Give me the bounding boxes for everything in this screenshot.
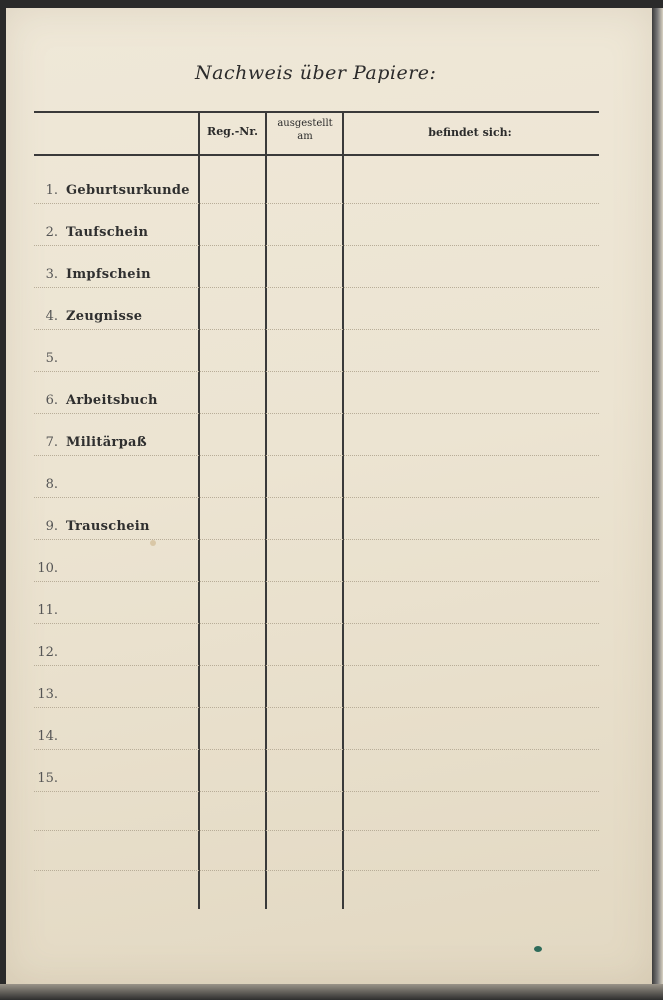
row-dotted-line [34,749,599,750]
table-row [28,477,66,497]
row-number: 3. [45,267,58,282]
row-number: 2. [45,225,58,240]
row-number: 15. [37,771,58,786]
table-row [28,645,66,665]
row-dotted-line [34,581,599,582]
blank-line [34,870,599,871]
table-row [28,561,66,581]
table-row [28,267,151,287]
table-row [28,771,66,791]
header-bottom-rule [34,154,599,156]
column-header-reg-nr: Reg.-Nr. [207,125,258,138]
row-number: 10. [37,561,58,576]
row-dotted-line [34,539,599,540]
page-edge-right [652,8,663,993]
row-label: Taufschein [66,225,149,240]
row-dotted-line [34,371,599,372]
row-number: 14. [37,729,58,744]
page-title: Nachweis über Papiere: [195,62,437,84]
table-row [28,393,158,413]
table-row [28,519,150,539]
paper-stain [150,540,156,546]
column-divider-2 [265,111,267,909]
table-row [28,687,66,707]
row-number: 9. [45,519,58,534]
blank-line [34,830,599,831]
row-dotted-line [34,623,599,624]
row-dotted-line [34,455,599,456]
row-number: 7. [45,435,58,450]
column-header-befindet: befindet sich: [428,126,512,139]
row-dotted-line [34,497,599,498]
row-number: 11. [37,603,58,618]
page-edge-bottom [0,984,663,1000]
table-row [28,309,142,329]
row-number: 8. [45,477,58,492]
row-label: Zeugnisse [66,309,143,324]
table-row [28,351,66,371]
table-row [28,435,147,455]
row-dotted-line [34,329,599,330]
column-divider-3 [342,111,344,909]
row-label: Impfschein [66,267,151,282]
row-dotted-line [34,707,599,708]
row-dotted-line [34,665,599,666]
table-row [28,603,66,623]
row-dotted-line [34,245,599,246]
row-dotted-line [34,791,599,792]
row-number: 1. [45,183,58,198]
row-number: 4. [45,309,58,324]
header-top-rule [34,111,599,113]
row-number: 5. [45,351,58,366]
table-row [28,183,190,203]
table-row [28,225,148,245]
column-header-ausgestellt: ausgestellt am [277,118,333,142]
row-label: Trauschein [66,519,150,534]
row-label: Geburtsurkunde [66,183,190,198]
column-divider-1 [198,111,200,909]
row-number: 13. [37,687,58,702]
table-row [28,729,66,749]
row-number: 6. [45,393,58,408]
row-number: 12. [37,645,58,660]
row-dotted-line [34,287,599,288]
row-dotted-line [34,413,599,414]
row-dotted-line [34,203,599,204]
ink-spot [534,946,542,952]
row-label: Arbeitsbuch [66,393,158,408]
row-label: Militärpaß [66,435,147,450]
